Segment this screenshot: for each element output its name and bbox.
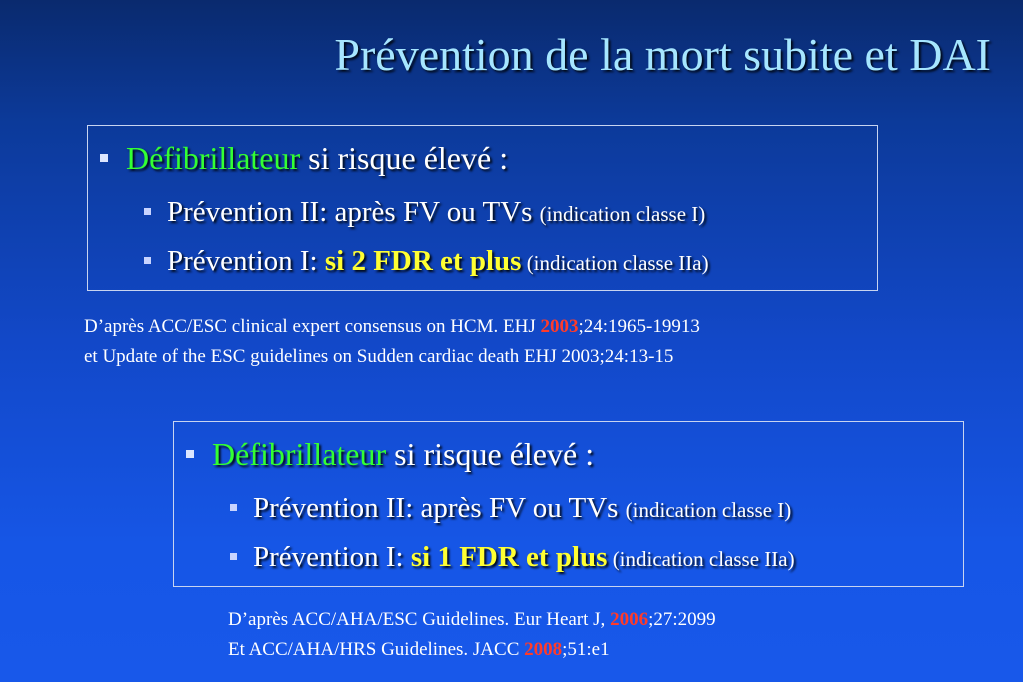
risk-factor-highlight: si 2 FDR et plus bbox=[324, 245, 522, 277]
recommendation-box-aha-2006 bbox=[173, 421, 964, 587]
primary-prevention-text: Prévention I: bbox=[167, 245, 325, 277]
square-bullet-icon bbox=[100, 154, 108, 162]
defibrillator-highlight: Défibrillateur bbox=[212, 436, 387, 472]
secondary-prevention-text: Prévention II: après FV ou TVs bbox=[167, 196, 540, 228]
reference-text: ;24:1965-19913 bbox=[578, 316, 700, 337]
main-bullet-text: si risque élevé : bbox=[386, 436, 595, 472]
square-bullet-icon bbox=[230, 553, 237, 560]
main-bullet bbox=[186, 436, 594, 473]
indication-class-label: (indication classe I) bbox=[625, 498, 792, 522]
reference-year: 2003 bbox=[540, 316, 579, 337]
reference-text: D’après ACC/ESC clinical expert consensus on HCM. EHJ bbox=[84, 316, 541, 337]
indication-class-label: (indication classe IIa) bbox=[521, 251, 709, 275]
reference-text: ;51:e1 bbox=[562, 639, 610, 660]
indication-class-label: (indication classe IIa) bbox=[607, 547, 795, 571]
defibrillator-highlight: Défibrillateur bbox=[126, 140, 301, 176]
reference-line bbox=[228, 635, 716, 665]
main-bullet-text: si risque élevé : bbox=[300, 140, 509, 176]
secondary-prevention-text: Prévention II: après FV ou TVs bbox=[253, 492, 626, 524]
reference-line bbox=[84, 312, 700, 342]
primary-prevention-text: Prévention I: bbox=[253, 541, 411, 573]
reference-text: ;27:2099 bbox=[648, 609, 716, 630]
risk-factor-highlight: si 1 FDR et plus bbox=[410, 541, 608, 573]
square-bullet-icon bbox=[230, 504, 237, 511]
reference-text: D’après ACC/AHA/ESC Guidelines. Eur Heart J, bbox=[228, 609, 611, 630]
reference-aha-2006 bbox=[228, 605, 716, 665]
square-bullet-icon bbox=[144, 208, 151, 215]
sub-bullet-secondary-prevention bbox=[230, 492, 791, 525]
reference-esc-2003 bbox=[84, 312, 700, 372]
reference-year: 2008 bbox=[524, 639, 563, 660]
reference-text: Et ACC/AHA/HRS Guidelines. JACC bbox=[228, 639, 525, 660]
reference-line bbox=[228, 605, 716, 635]
reference-line: et Update of the ESC guidelines on Sudden cardiac death EHJ 2003;24:13-15 bbox=[84, 346, 674, 367]
reference-year: 2006 bbox=[610, 609, 649, 630]
main-bullet bbox=[100, 140, 508, 177]
slide-title: Prévention de la mort subite et DAI bbox=[334, 29, 991, 80]
sub-bullet-primary-prevention bbox=[230, 541, 795, 574]
sub-bullet-secondary-prevention bbox=[144, 196, 705, 229]
recommendation-box-esc-2003 bbox=[87, 125, 878, 291]
square-bullet-icon bbox=[186, 450, 194, 458]
square-bullet-icon bbox=[144, 257, 151, 264]
sub-bullet-primary-prevention bbox=[144, 245, 709, 278]
indication-class-label: (indication classe I) bbox=[539, 202, 706, 226]
